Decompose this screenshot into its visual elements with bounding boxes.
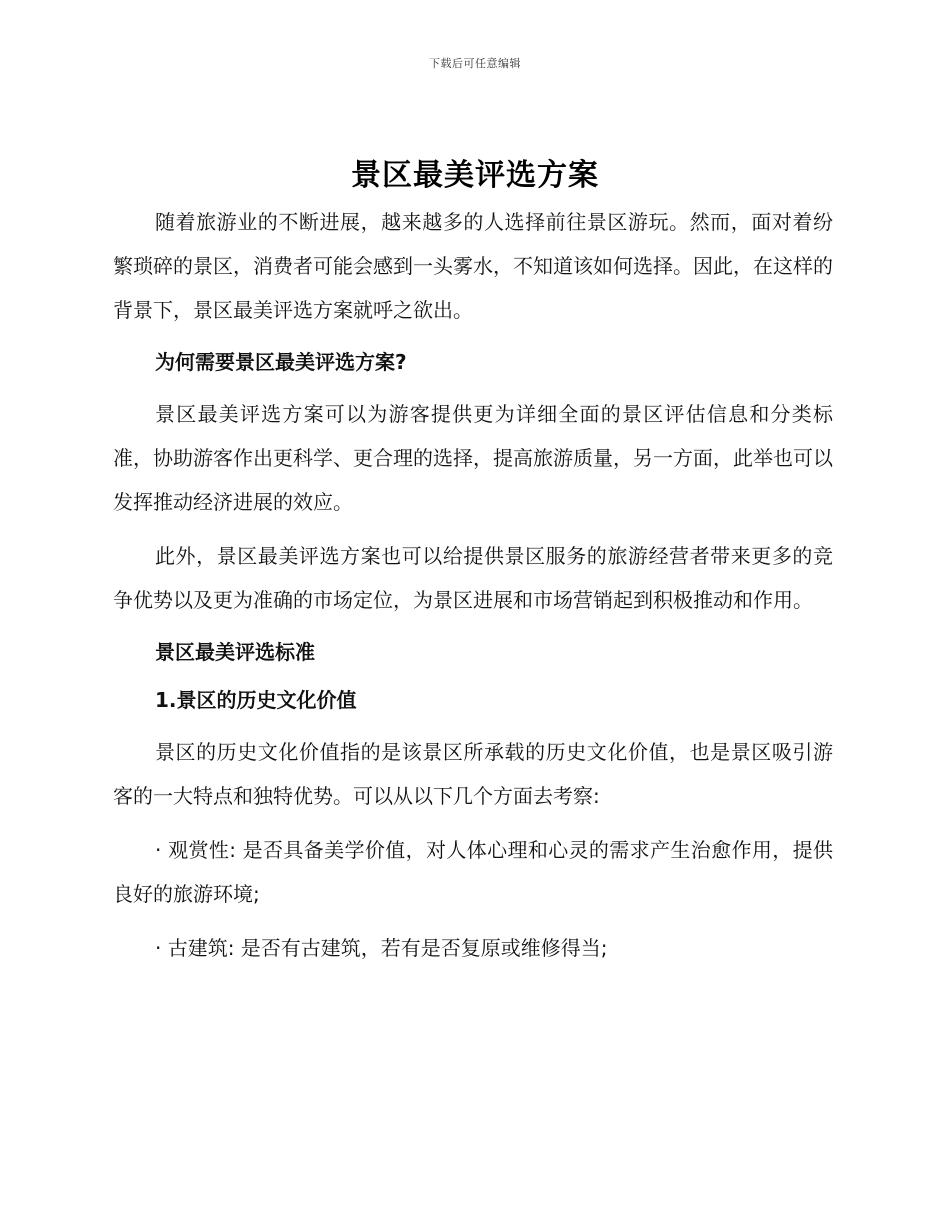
history-paragraph: 景区的历史文化价值指的是该景区所承载的历史文化价值，也是景区吸引游客的一大特点和独特优势。可以从以下几个方面去考察:	[113, 740, 833, 808]
section-heading-criteria: 景区最美评选标准	[155, 640, 315, 664]
intro-paragraph: 随着旅游业的不断进展，越来越多的人选择前往景区游玩。然而，面对着纷繁琐碎的景区，消费者可能会感到一头雾水，不知道该如何选择。因此，在这样的背景下，景区最美评选方案就呼之欲出。	[113, 210, 833, 322]
header-note: 下载后可任意编辑	[429, 57, 521, 70]
subsection-heading-history: 1.景区的历史文化价值	[155, 688, 357, 712]
section-heading-why: 为何需要景区最美评选方案?	[155, 350, 407, 374]
bullet-item-architecture: · 古建筑: 是否有古建筑，若有是否复原或维修得当;	[155, 936, 608, 960]
bullet-item-viewing: · 观赏性: 是否具备美学价值，对人体心理和心灵的需求产生治愈作用，提供良好的旅游环境;	[113, 838, 833, 906]
why-paragraph-2: 此外，景区最美评选方案也可以给提供景区服务的旅游经营者带来更多的竞争优势以及更为准确的市场定位，为景区进展和市场营销起到积极推动和作用。	[113, 544, 833, 612]
why-paragraph-1: 景区最美评选方案可以为游客提供更为详细全面的景区评估信息和分类标准，协助游客作出更科学、更合理的选择，提高旅游质量，另一方面，此举也可以发挥推动经济进展的效应。	[113, 402, 833, 514]
document-title: 景区最美评选方案	[351, 158, 599, 193]
document-body	[113, 200, 833, 970]
